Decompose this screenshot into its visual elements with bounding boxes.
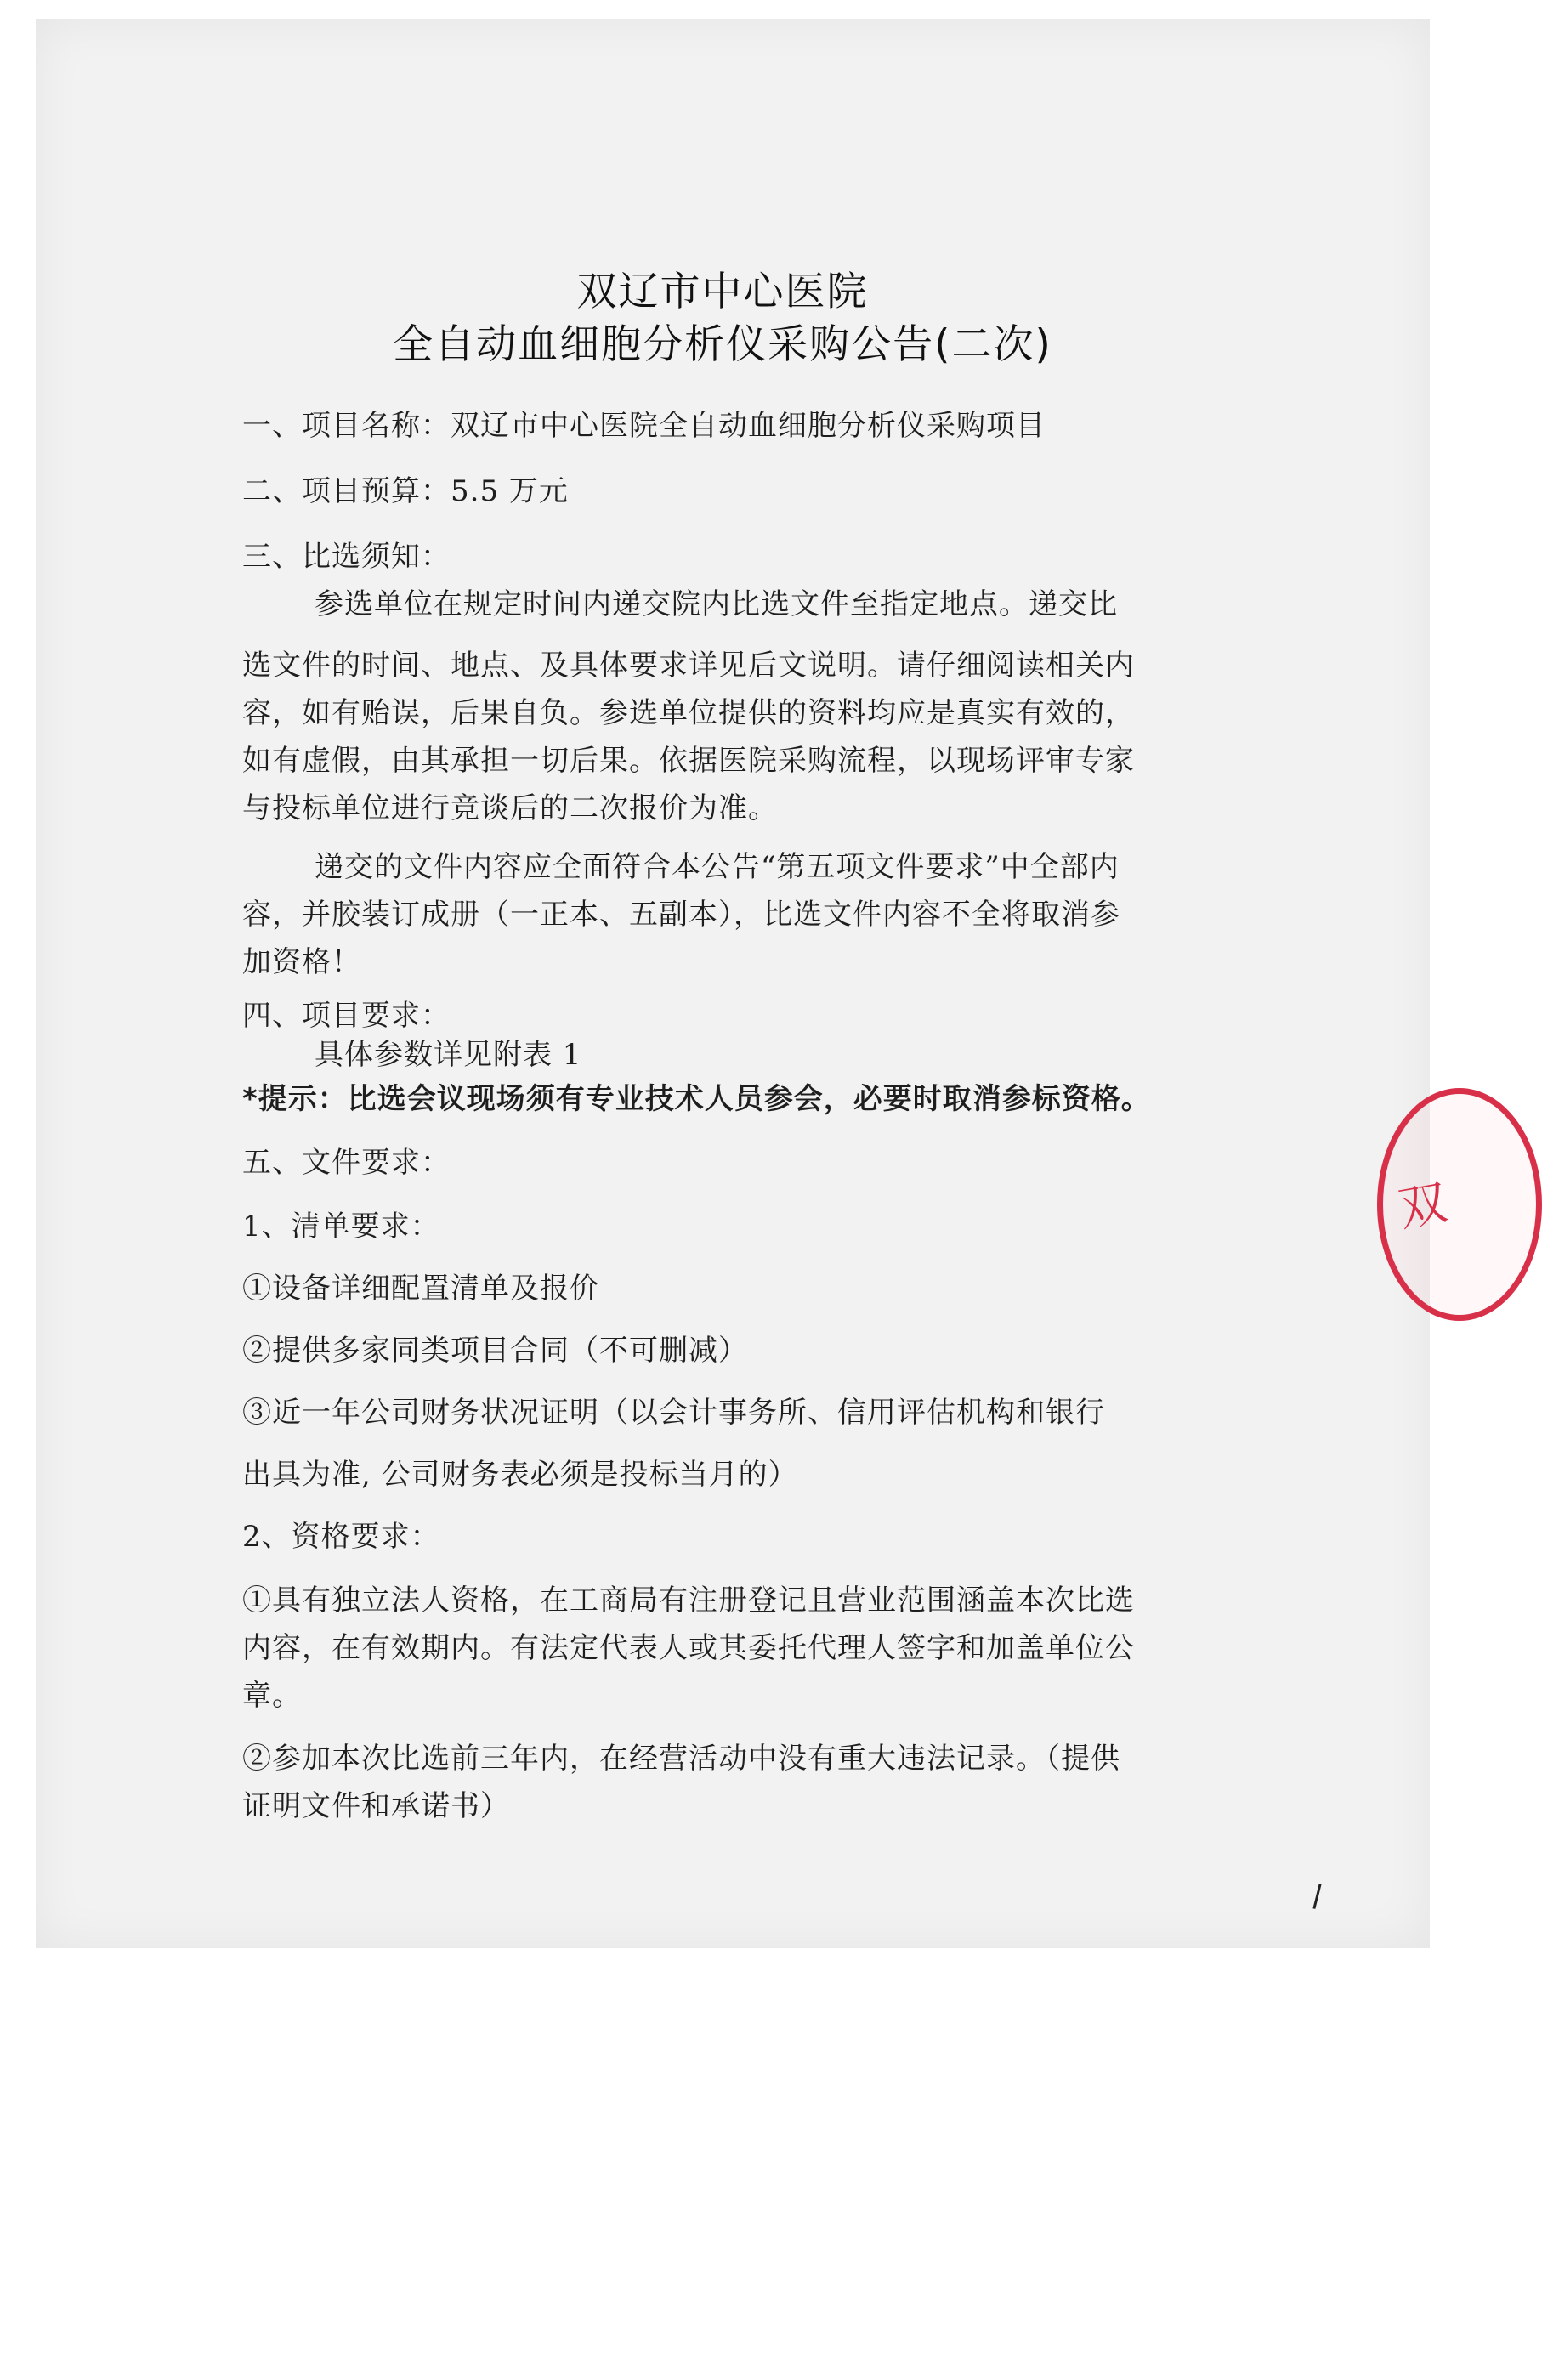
list-item: ②参加本次比选前三年内，在经营活动中没有重大违法记录。（提供 xyxy=(242,1742,1120,1776)
document-subtitle: 全自动血细胞分析仪采购公告(二次) xyxy=(393,321,1052,368)
section-heading-documents: 五、文件要求： xyxy=(242,1146,451,1180)
seal-text: 双 xyxy=(1394,1175,1451,1238)
notice-paragraph-line: 容，如有贻误，后果自负。参选单位提供的资料均应是真实有效的， xyxy=(242,696,1135,730)
requirements-detail: 具体参数详见附表 1 xyxy=(315,1038,582,1072)
list-item-continuation: 内容，在有效期内。有法定代表人或其委托代理人签字和加盖单位公 xyxy=(242,1631,1135,1665)
subsection-list-requirements: 1、清单要求： xyxy=(242,1210,440,1244)
notice-paragraph-line: 递交的文件内容应全面符合本公告“第五项文件要求”中全部内 xyxy=(315,850,1120,884)
list-item-continuation: 出具为准, 公司财务表必须是投标当月的） xyxy=(242,1458,798,1492)
list-item-continuation: 章。 xyxy=(242,1679,302,1713)
notice-paragraph-line: 选文件的时间、地点、及具体要求详见后文说明。请仔细阅读相关内 xyxy=(242,649,1135,683)
document-title: 双辽市中心医院 xyxy=(576,269,869,315)
notice-paragraph-line: 参选单位在规定时间内递交院内比选文件至指定地点。递交比 xyxy=(315,587,1118,621)
notice-paragraph-line: 加资格！ xyxy=(242,945,361,979)
item-project-name: 一、项目名称：双辽市中心医院全自动血细胞分析仪采购项目 xyxy=(242,409,1046,443)
tip-notice: *提示：比选会议现场须有专业技术人员参会，必要时取消参标资格。 xyxy=(242,1082,1151,1116)
official-seal xyxy=(1377,1088,1542,1321)
list-item: ①具有独立法人资格，在工商局有注册登记且营业范围涵盖本次比选 xyxy=(242,1584,1135,1618)
list-item: ③近一年公司财务状况证明（以会计事务所、信用评估机构和银行 xyxy=(242,1396,1105,1430)
notice-paragraph-line: 如有虚假，由其承担一切后果。依据医院采购流程，以现场评审专家 xyxy=(242,744,1135,778)
notice-paragraph-line: 与投标单位进行竞谈后的二次报价为准。 xyxy=(242,791,778,825)
item-project-budget: 二、项目预算：5.5 万元 xyxy=(242,474,569,508)
list-item: ②提供多家同类项目合同（不可删减） xyxy=(242,1334,748,1368)
section-heading-notice: 三、比选须知： xyxy=(242,540,451,574)
list-item-continuation: 证明文件和承诺书） xyxy=(242,1789,510,1823)
list-item: ①设备详细配置清单及报价 xyxy=(242,1272,599,1306)
section-heading-requirements: 四、项目要求： xyxy=(242,999,451,1033)
subsection-qualification-requirements: 2、资格要求： xyxy=(242,1520,440,1554)
notice-paragraph-line: 容，并胶装订成册（一正本、五副本），比选文件内容不全将取消参 xyxy=(242,898,1120,932)
